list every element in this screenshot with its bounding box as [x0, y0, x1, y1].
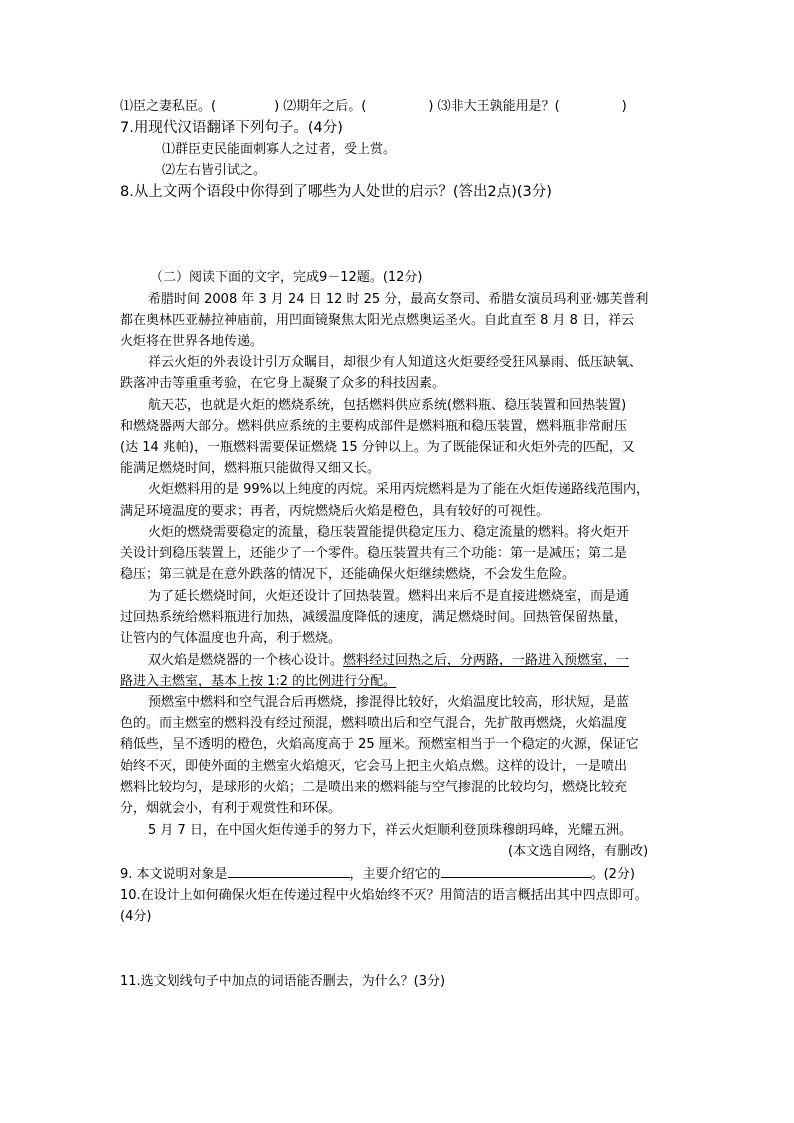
- q9-blank-object[interactable]: [228, 864, 350, 878]
- q6-blank-2[interactable]: [366, 97, 428, 110]
- q7-sentence-1: ⑴群臣吏民能面刺寡人之过者，受上赏。: [162, 142, 397, 157]
- article-line: 火炬燃料用的是 99%以上纯度的丙烷。采用丙烷燃料是为了能在火炬传递路线范围内，: [148, 482, 650, 497]
- q9-blank-feature[interactable]: [441, 864, 591, 878]
- article-text: 双火焰是燃烧器的一个核心设计。: [148, 653, 344, 668]
- q11-question: 11.选文划线句子中加点的词语能否删去，为什么？(3分): [120, 974, 446, 989]
- q10-question: 10.在设计上如何确保火炬在传递过程中火焰始终不灭？用简洁的语言概括出其中四点即可。: [120, 888, 648, 903]
- q6-blank-1[interactable]: [216, 97, 274, 110]
- article-line: 祥云火炬的外表设计引万众瞩目，却很少有人知道这火炬要经受狂风暴雨、低压缺氧、: [148, 355, 643, 370]
- section2-heading: （二）阅读下面的文字，完成9－12题。(12分): [150, 270, 423, 285]
- article-line: 过回热系统给燃料瓶进行加热，减缓温度降低的速度，满足燃烧时间。回热管保留热量，: [120, 610, 628, 625]
- article-line-with-underline: [148, 651, 629, 671]
- article-line: 和燃烧器两大部分。燃料供应系统的主要构成部件是燃料瓶和稳压装置，燃料瓶非常耐压: [120, 419, 628, 434]
- article-line: 色的。而主燃室的燃料没有经过预混，燃料喷出后和空气混合，先扩散再燃烧，火焰温度: [120, 716, 628, 731]
- article-line: 预燃室中燃料和空气混合后再燃烧，掺混得比较好，火焰温度比较高，形状短，是蓝: [148, 695, 630, 710]
- article-line: 分，烟就会小，有利于观赏性和环保。: [120, 801, 342, 816]
- q6-close-2: ): [428, 99, 434, 114]
- q8-question: 8.从上文两个语段中你得到了哪些为人处世的启示？(答出2点)(3分): [120, 184, 552, 200]
- article-source: (本文选自网络，有删改): [508, 844, 649, 859]
- article-line: 能满足燃烧时间，燃料瓶只能做得又细又长。: [120, 461, 381, 476]
- article-line: 火炬将在世界各地传递。: [120, 334, 264, 349]
- article-line: (达 14 兆帕)，一瓶燃料需要保证燃烧 15 分钟以上。为了既能保证和火炬外壳的匹配，又: [120, 440, 635, 455]
- underlined-sentence: 燃料经过回热之后，分两路，一路进入预燃室，一: [343, 653, 630, 668]
- q6-item-2: ⑵期年之后。(: [283, 99, 367, 114]
- article-line: 为了延长燃烧时间，火炬还设计了回热装置。燃料出来后不是直接进燃烧室，而是通: [148, 589, 630, 604]
- q9-part-c: 。(2分): [590, 867, 635, 882]
- article-line: 满足环境温度的要求；再者，丙烷燃烧后火焰是橙色，具有较好的可视性。: [120, 504, 550, 519]
- q6-close-1: ): [274, 99, 280, 114]
- article-line: 让管内的气体温度也升高，利于燃烧。: [120, 631, 342, 646]
- article-line: 火炬的燃烧需要稳定的流量，稳压装置能提供稳定压力、稳定流量的燃料。将火炬开: [148, 525, 630, 540]
- article-line: 燃料比较均匀，是球形的火焰；二是喷出来的燃料能与空气掺混的比较均匀，燃烧比较充: [120, 780, 628, 795]
- q6-blank-3[interactable]: [560, 97, 622, 110]
- q9-part-b: ，主要介绍它的: [349, 867, 441, 882]
- article-line: 稳压；第三就是在意外跌落的情况下，还能确保火炬继续燃烧，不会发生危险。: [120, 567, 576, 582]
- article-line: 希腊时间 2008 年 3 月 24 日 12 时 25 分，最高女祭司、希腊女演员玛利亚·娜芙普利: [148, 292, 649, 307]
- q7-title: 7.用现代汉语翻译下列句子。(4分): [120, 120, 343, 136]
- q10-points: (4分): [120, 909, 152, 924]
- q6-translation-items: [120, 97, 627, 117]
- article-line: 稍低些，呈不透明的橙色，火焰高度高于 25 厘米。预燃室相当于一个稳定的火源，保证它: [120, 737, 639, 752]
- article-line: 始终不灭，即使外面的主燃室火焰熄灭，它会马上把主火焰点燃。这样的设计，一是喷出: [120, 759, 628, 774]
- q7-sentence-2: ⑵左右皆引试之。: [162, 163, 267, 178]
- q6-close-3: ): [621, 99, 627, 114]
- q6-item-1: ⑴臣之妻私臣。(: [120, 99, 217, 114]
- article-line: 都在奥林匹亚赫拉神庙前，用凹面镜聚焦太阳光点燃奥运圣火。自此直至 8 月 8 日，祥云: [120, 313, 635, 328]
- article-line: 航天芯，也就是火炬的燃烧系统，包括燃料供应系统(燃料瓶、稳压装置和回热装置): [148, 398, 627, 413]
- underlined-sentence: 路进入主燃室，基本上按 1:2 的比例进行分配。: [120, 674, 397, 689]
- article-line: 关设计到稳压装置上，还能少了一个零件。稳压装置共有三个功能：第一是减压；第二是: [120, 546, 628, 561]
- article-line: 5 月 7 日，在中国火炬传递手的努力下，祥云火炬顺利登顶珠穆朗玛峰，光耀五洲。: [148, 823, 632, 838]
- article-line: 跌落冲击等重重考验，在它身上凝聚了众多的科技因素。: [120, 376, 446, 391]
- article-line-underlined: [120, 672, 396, 692]
- q6-item-3: ⑶非大王孰能用是？(: [437, 99, 560, 114]
- q9-question: [120, 864, 635, 885]
- q9-part-a: 9. 本文说明对象是: [120, 867, 228, 882]
